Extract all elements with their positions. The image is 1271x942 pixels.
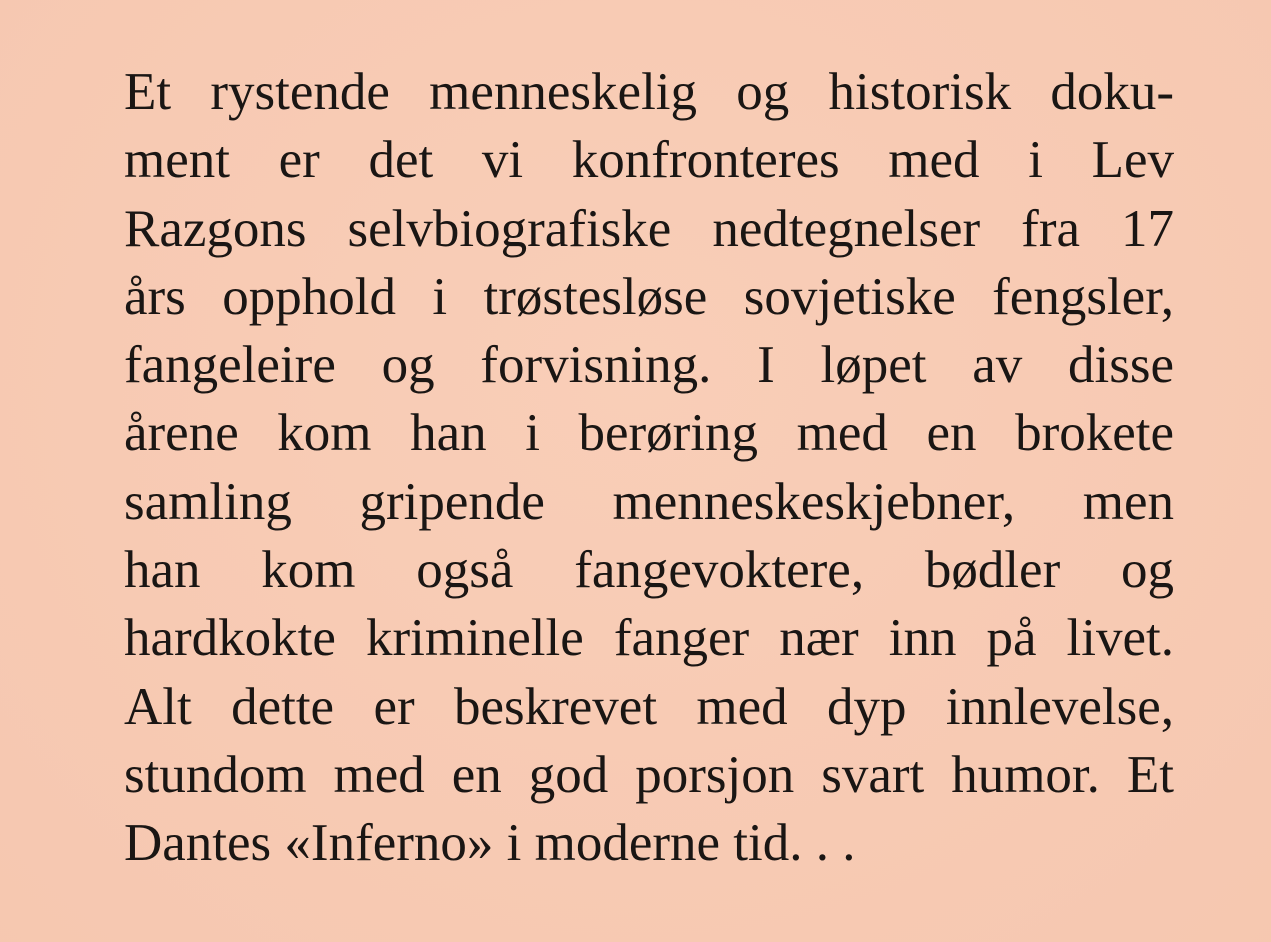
text-line-9: hardkokte kriminelle fanger nær inn på livet. — [124, 609, 1174, 668]
text-line-12: Dantes «Inferno» i moderne tid. . . — [124, 814, 856, 873]
text-line-2: ment er det vi konfronteres med i Lev — [124, 131, 1174, 190]
text-line-10: Alt dette er beskrevet med dyp innlevelse, — [124, 677, 1174, 736]
text-line-3: Razgons selvbiografiske nedtegnelser fra 17 — [124, 199, 1174, 258]
text-line-7: samling gripende menneskeskjebner, men — [124, 472, 1174, 531]
text-line-6: årene kom han i berøring med en brokete — [124, 404, 1174, 463]
body-text — [124, 58, 1174, 878]
text-line-1: Et rystende menneskelig og historisk doku- — [124, 63, 1174, 121]
text-line-8: han kom også fangevoktere, bødler og — [124, 541, 1174, 600]
text-line-4: års opphold i trøstesløse sovjetiske fengsler, — [124, 267, 1174, 326]
text-line-5: fangeleire og forvisning. I løpet av disse — [124, 336, 1174, 395]
text-line-11: stundom med en god porsjon svart humor. Et — [124, 745, 1174, 804]
